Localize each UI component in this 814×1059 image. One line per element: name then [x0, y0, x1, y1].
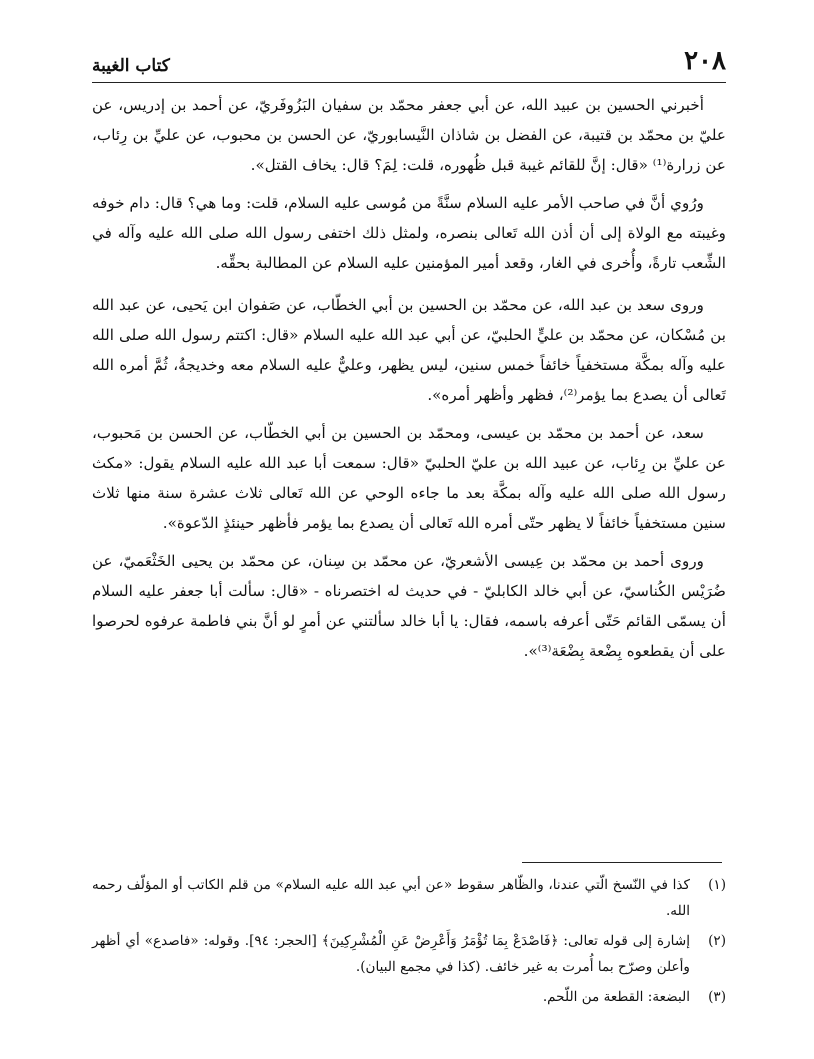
page-header	[92, 40, 726, 83]
paragraph-3: وروى سعد بن عبد الله، عن محمّد بن الحسين بن أبي الخطّاب، عن صَفوان ابن يَحيى، عن عبد الله بن مُسْكان، عن محمّد بن عليٍّ الحلبيّ، عن أبي عبد الله عليه السلام «قال: اكتتم رسول الله صلى الله عليه وآله بمكَّة مستخفياً خائفاً خمس سنين، ليس يظهر، وعليٌّ عليه السلام معه وخديجةُ، ثُمَّ أمره الله تَعالى أن يصدع بما يؤمر⁽²⁾، فظهر وأظهر أمره».	[92, 296, 726, 404]
main-text	[92, 90, 726, 674]
footnote-text: إشارة إلى قوله تعالى: ﴿فَاصْدَعْ بِمَا تُؤْمَرُ وَأَعْرِضْ عَنِ الْمُشْرِكِينَ﴾ [الحجر: ٩٤]. وقوله: «فاصدع» أي أظهر وأعلن وصرّح بما أُمرت به غير خائف. (كذا في مجمع البيان).	[92, 933, 690, 975]
page-number: ٢٠٨	[684, 46, 726, 76]
paragraph-4: سعد، عن أحمد بن محمّد بن عيسى، ومحمّد بن الحسين بن أبي الخطّاب، عن الحسن بن مَحبوب، عن عليِّ بن رِئاب، عن عبيد الله بن عليّ الحلبيّ «قال: سمعت أبا عبد الله عليه السلام يقول: «مكث رسول الله صلى الله عليه وآله بمكَّة بعد ما جاءه الوحي عن الله تَعالى ثلاث عشرة سنة منها ثلاث سنين مستخفياً خائفاً لا يظهر حتّى أمره الله تَعالى أن يصدع بما يؤمر فأظهر حينئذٍ الدّعوة».	[92, 424, 726, 532]
running-title: كتاب الغيبة	[92, 56, 170, 76]
paragraph-5: وروى أحمد بن محمّد بن عِيسى الأشعريّ، عن محمّد بن سِنان، عن محمّد بن يحيى الخَثْعَميّ، عن ضُرَيْس الكُناسيّ، عن أبي خالد الكابليّ - في حديث له اختصرناه - «قال: سألت أبا جعفر عليه السلام أن يسمّى القائم حَتّى أعرفه باسمه، فقال: يا أبا خالد سألتني عن أمرٍ لو أنَّ بني فاطمة عرفوه لحرصوا على أن يقطعوه بِضْعة بِضْعَة⁽³⁾».	[92, 552, 726, 660]
footnote-separator	[522, 862, 722, 863]
footnote-number: (٢)	[708, 933, 726, 949]
footnote	[92, 928, 726, 980]
footnote-text: كذا في النّسخ الّتي عندنا، والظّاهر سقوط «عن أبي عبد الله عليه السلام» من قلم الكاتب أو المؤلّف رحمه الله.	[92, 877, 690, 919]
footnote-number: (١)	[708, 877, 726, 893]
footnote-text: البضعة: القطعة من اللّحم.	[542, 989, 690, 1005]
paragraph-1: أخبرني الحسين بن عبيد الله، عن أبي جعفر محمّد بن سفيان البَزُوفَريّ، عن أحمد بن إدريس، عن عليّ بن محمّد بن قتيبة، عن الفضل بن شاذان النَّيسابوريّ، عن الحسن بن محبوب، عن عليِّ بن رِئاب، عن زرارة⁽¹⁾ «قال: إنَّ للقائم غيبة قبل ظُهوره، قلت: لِمَ؟ قال: يخاف القتل».	[92, 96, 726, 174]
footnote	[92, 872, 726, 924]
footnote-number: (٣)	[708, 989, 726, 1005]
paragraph-2: ورُوي أنَّ في صاحب الأمر عليه السلام سنَّةً من مُوسى عليه السلام، قلت: وما هي؟ قال: دام خوفه وغيبته مع الولاة إلى أن أذن الله تَعالى بنصره، ولمثل ذلك اختفى رسول الله صلى الله عليه وآله في الشِّعب تارةً، وأُخرى في الغار، وقعد أمير المؤمنين عليه السلام عن المطالبة بحقِّه.	[92, 194, 726, 272]
footnote	[92, 984, 726, 1010]
footnotes	[92, 872, 726, 1014]
